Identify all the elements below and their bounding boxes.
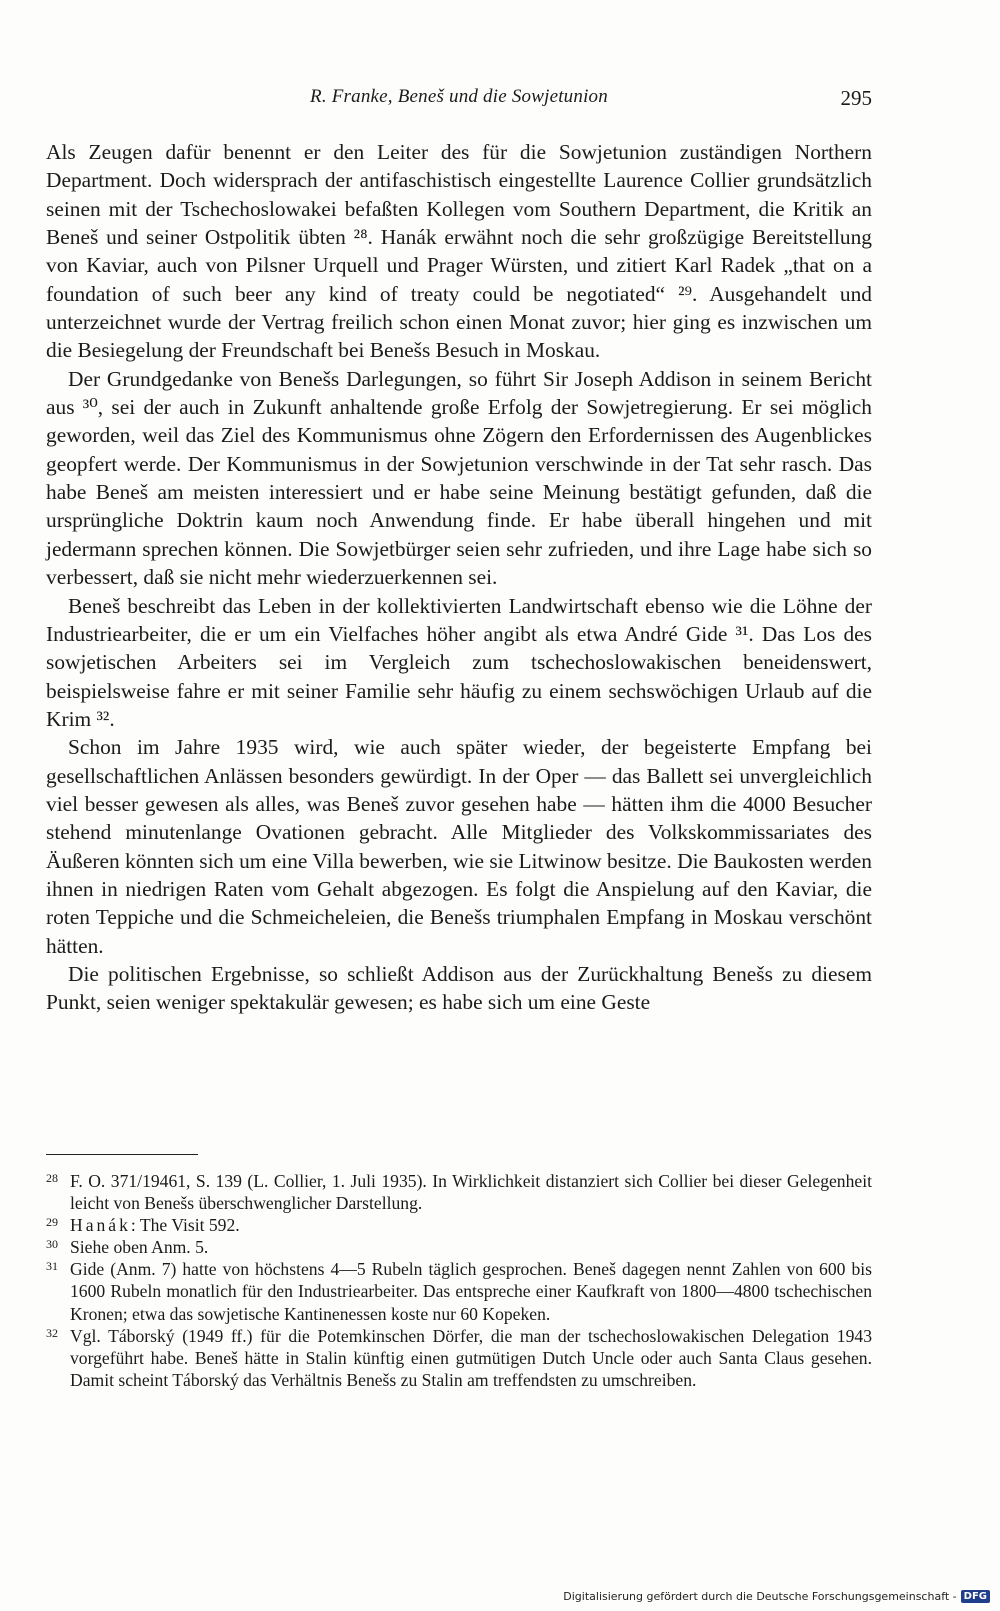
footnote-author: Hanák xyxy=(70,1215,131,1236)
digitization-credit xyxy=(563,1590,990,1603)
paragraph: Beneš beschreibt das Leben in der kollektivierten Landwirtschaft ebenso wie die Löhne der Industriearbeiter, die er um ein Vielfaches höher angibt als etwa André Gide ³¹. Das Los des sowjetischen Arbeiters sei im Vergleich zum tschechoslowakischen beneidenswert, beispielsweise fahre er mit seiner Familie sehr häufig zu einem sechswöchigen Urlaub auf die Krim ³². xyxy=(46,593,872,731)
footnote-number: 28 xyxy=(46,1171,58,1185)
footnote-text xyxy=(70,1214,872,1236)
footnotes xyxy=(46,1170,872,1391)
footnote-text: F. O. 371/19461, S. 139 (L. Collier, 1. Juli 1935). In Wirklichkeit distanziert sich Collier bei dieser Gelegenheit leicht von Benešs überschwenglicher Darstellung. xyxy=(70,1171,872,1214)
page-header xyxy=(46,86,872,116)
footnote-number: 32 xyxy=(46,1325,58,1340)
footnote xyxy=(46,1170,872,1214)
body-text xyxy=(46,138,872,1017)
paragraph: Die politischen Ergebnisse, so schließt Addison aus der Zurückhaltung Benešs zu diesem Punkt, seien weniger spektakulär gewesen; es habe sich um eine Geste xyxy=(46,961,872,1015)
footnote-number: 30 xyxy=(46,1237,58,1252)
footnote-rule xyxy=(46,1154,198,1155)
paragraph: Schon im Jahre 1935 wird, wie auch später wieder, der begeisterte Empfang bei gesellschaftlichen Anlässen besonders gewürdigt. In der Oper — das Ballett sei unvergleichlich viel besser gewesen als alles, was Beneš zuvor gesehen habe — hätten ihm die 4000 Besucher stehend minutenlange Ovationen gebracht. Alle Mitglieder des Volkskommissariates des Äußeren könnten sich um eine Villa bewerben, wie sie Litwinow besitze. Die Baukosten werden ihnen in niedrigen Raten vom Gehalt abgezogen. Es folgt die Anspielung auf den Kaviar, die roten Teppiche und die Schmeicheleien, die Benešs triumphalen Empfang in Moskau verschönt hätten. xyxy=(46,735,872,958)
footnote xyxy=(46,1214,872,1236)
footnote-number: 31 xyxy=(46,1259,58,1274)
footnote xyxy=(46,1325,872,1391)
footnote-text-rest: : The Visit 592. xyxy=(130,1215,240,1236)
footnote xyxy=(46,1236,872,1258)
running-head: R. Franke, Beneš und die Sowjetunion xyxy=(310,86,608,107)
footnote-text: Gide (Anm. 7) hatte von höchstens 4—5 Rubeln täglich gesprochen. Beneš dagegen nennt Zahlen von 600 bis 1600 Rubeln monatlich für den Industriearbeiter. Das entspreche einer Kaufkraft von 1800—4800 tschechischen Kronen; etwa das sowjetische Kantinenessen koste nur 60 Kopeken. xyxy=(70,1259,872,1324)
footnote-text: Siehe oben Anm. 5. xyxy=(70,1237,209,1258)
footnote-number: 29 xyxy=(46,1215,58,1230)
credit-text: Digitalisierung gefördert durch die Deutsche Forschungsgemeinschaft - xyxy=(563,1590,957,1603)
footnote xyxy=(46,1258,872,1324)
paragraph: Der Grundgedanke von Benešs Darlegungen, so führt Sir Joseph Addison in seinem Bericht aus ³⁰, sei der auch in Zukunft anhaltende große Erfolg der Sowjetregierung. Er sei möglich geworden, weil das Ziel des Kommunismus ohne Zögern den Erfordernissen des Augenblickes geopfert werde. Der Kommunismus in der Sowjetunion verschwinde in der Tat sehr rasch. Das habe Beneš am meisten interessiert und er habe seine Meinung bestätigt gefunden, daß die ursprüngliche Doktrin kaum noch Anwendung finde. Er habe überall hingehen und mit jedermann sprechen können. Die Sowjetbürger seien sehr zufrieden, und ihre Lage habe sich so verbessert, daß sie nicht mehr wiederzuerkennen sei. xyxy=(46,366,872,590)
footnote-text: Vgl. Táborský (1949 ff.) für die Potemkinschen Dörfer, die man der tschechoslowakischen Delegation 1943 vorgeführt habe. Beneš hätte in Stalin künftig einen gutmütigen Dutch Uncle oder auch Santa Claus gesehen. Damit scheint Táborský das Verhältnis Benešs zu Stalin am treffendsten zu umschreiben. xyxy=(70,1325,872,1390)
paragraph: Als Zeugen dafür benennt er den Leiter des für die Sowjetunion zuständigen Northern Department. Doch widersprach der antifaschistisch eingestellte Laurence Collier grundsätzlich seinen mit der Tschechoslowakei befaßten Kollegen vom Southern Department, die Kritik an Beneš und seiner Ostpolitik übten ²⁸. Hanák erwähnt noch die sehr großzügige Bereitstellung von Kaviar, auch von Pilsner Urquell und Prager Würsten, und zitiert Karl Radek „that on a foundation of such beer any kind of treaty could be negotiated“ ²⁹. Ausgehandelt und unterzeichnet wurde der Vertrag freilich schon einen Monat zuvor; hier ging es inzwischen um die Besiegelung der Freundschaft bei Benešs Besuch in Moskau. xyxy=(46,140,872,363)
page-number: 295 xyxy=(840,86,872,110)
dfg-logo: DFG xyxy=(961,1590,990,1603)
